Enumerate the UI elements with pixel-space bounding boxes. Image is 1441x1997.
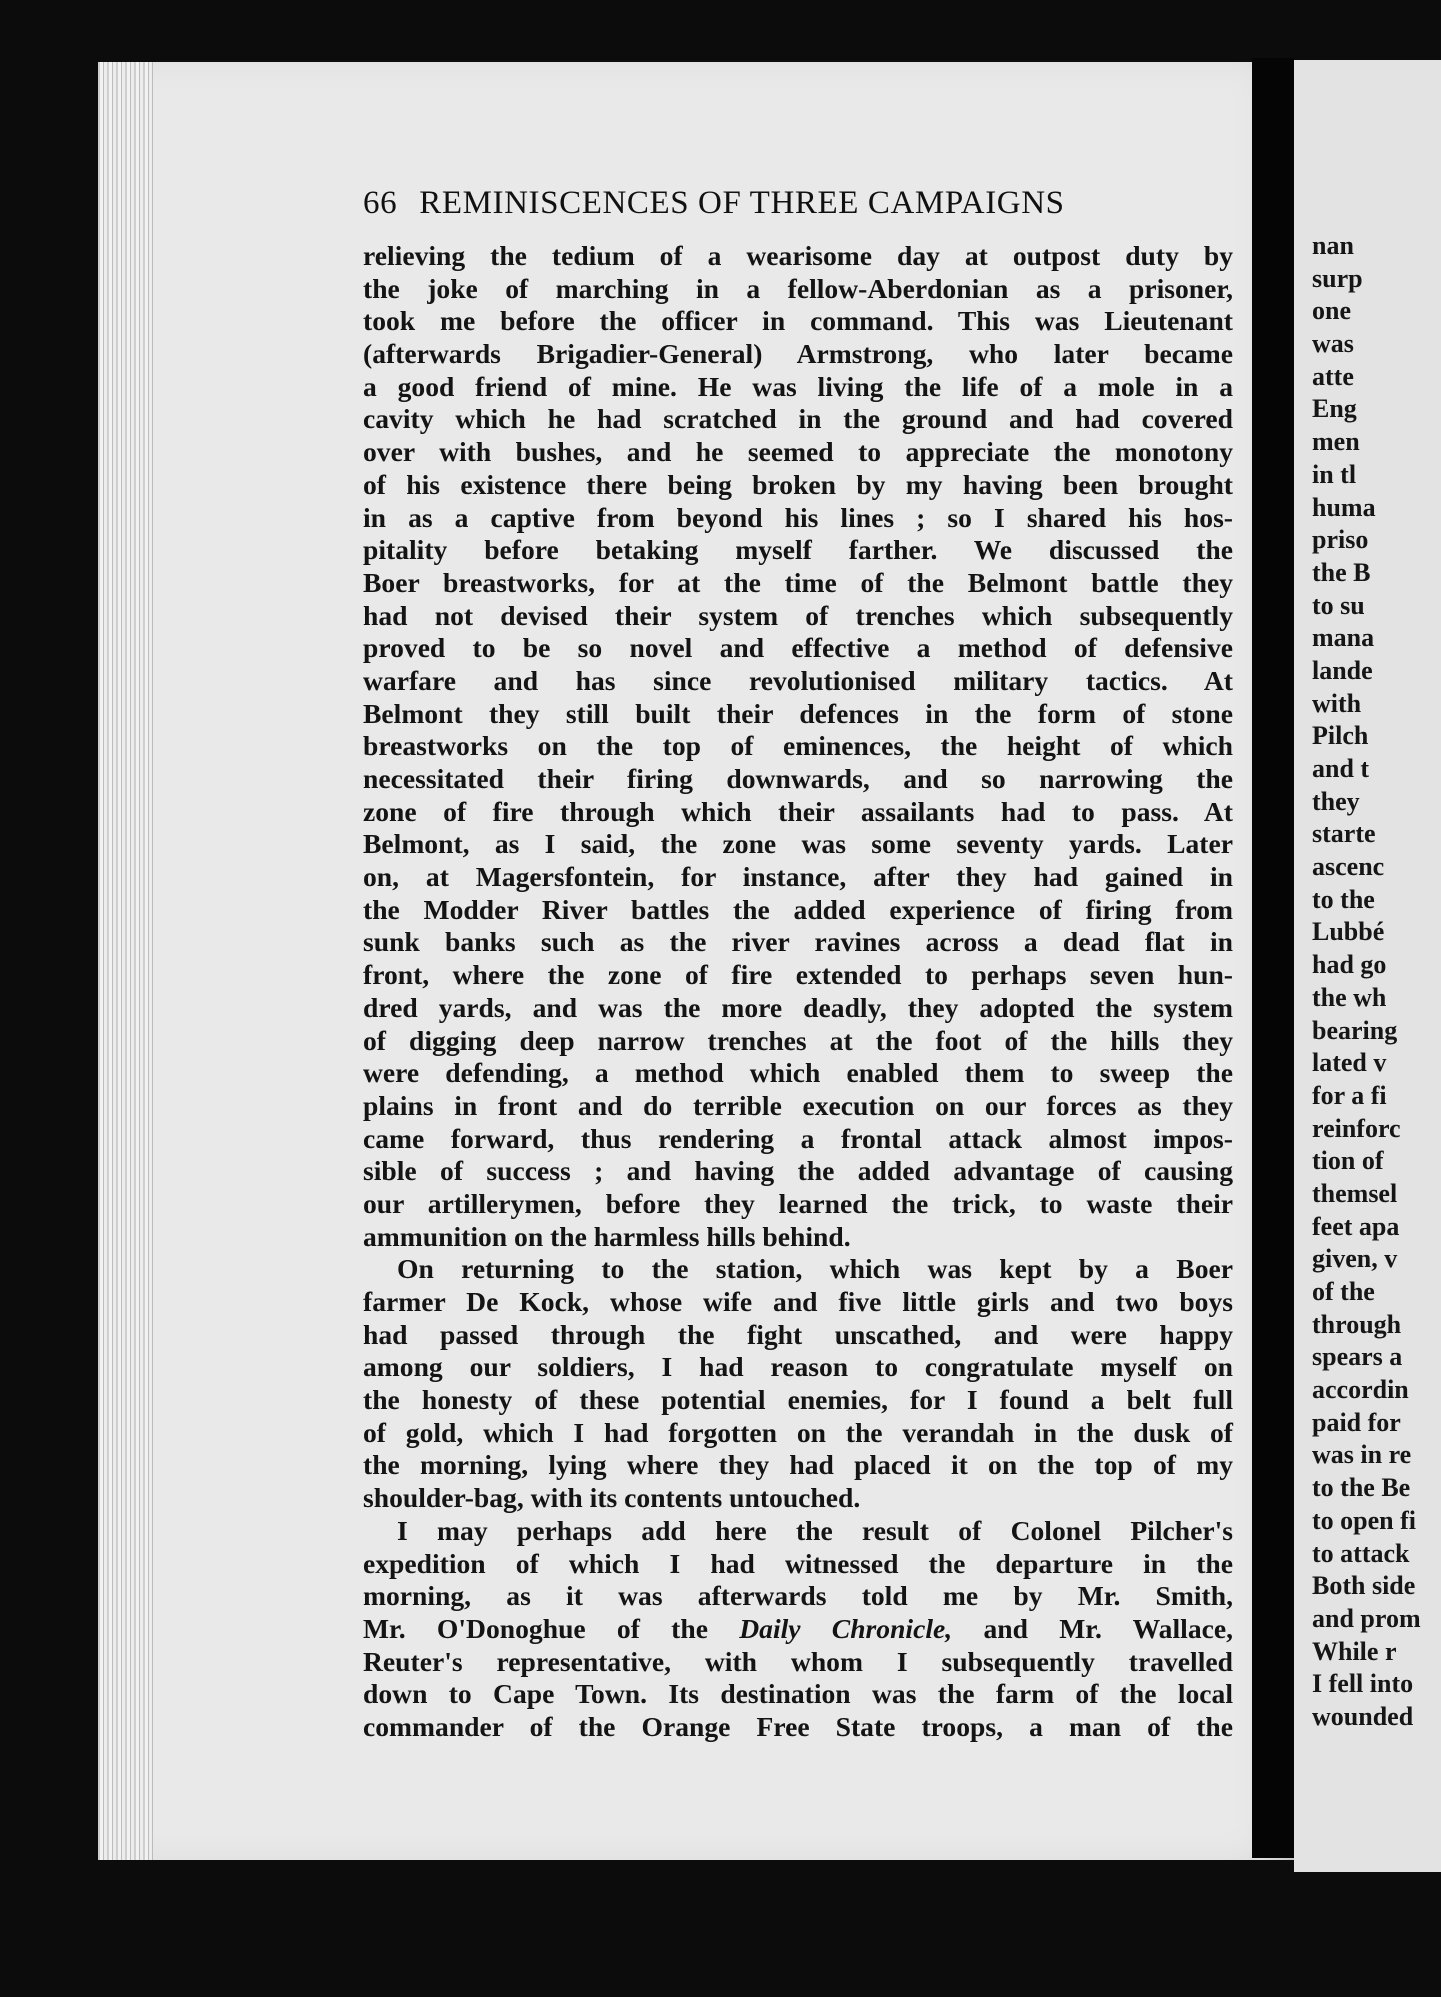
- text-line: ammunition on the harmless hills behind.: [363, 1220, 851, 1252]
- text-line-fragment: the wh: [1312, 982, 1387, 1012]
- text-line: relieving the tedium of a wearisome day at outpost duty by: [363, 240, 1233, 271]
- text-line: of his existence there being broken by my having been brought: [363, 468, 1233, 500]
- text-line-fragment: themsel: [1312, 1178, 1398, 1208]
- text-line: of digging deep narrow trenches at the foot of the hills they: [363, 1024, 1233, 1056]
- page-number: 66: [363, 185, 398, 221]
- text-line-fragment: I fell into: [1312, 1669, 1414, 1699]
- text-line-fragment: men: [1312, 427, 1360, 457]
- text-line-fragment: Eng: [1312, 394, 1357, 424]
- text-line: on, at Magersfontein, for instance, after they had gained in: [363, 861, 1233, 893]
- text-line: a good friend of mine. He was living the life of a mole in a: [363, 370, 1233, 402]
- text-line-fragment: huma: [1312, 492, 1376, 522]
- text-line: the Modder River battles the added experience of firing from: [363, 893, 1233, 925]
- text-line: expedition of which I had witnessed the departure in the: [363, 1547, 1233, 1579]
- text-line: On returning to the station, which was kept by a Boer: [397, 1253, 1233, 1285]
- text-line-fragment: was: [1312, 329, 1354, 359]
- text-line-fragment: had go: [1312, 950, 1387, 980]
- text-line-fragment: priso: [1312, 525, 1369, 555]
- text-line: were defending, a method which enabled them to sweep the: [363, 1057, 1233, 1089]
- text-line: Belmont, as I said, the zone was some seventy yards. Later: [363, 828, 1233, 860]
- text-line-fragment: Pilch: [1312, 721, 1369, 751]
- text-line-fragment: to attack: [1312, 1538, 1410, 1568]
- text-line: among our soldiers, I had reason to congratulate myself on: [363, 1351, 1233, 1383]
- paragraph: [363, 240, 1233, 1253]
- text-line-fragment: Lubbé: [1312, 917, 1385, 947]
- text-line-fragment: and t: [1312, 754, 1370, 783]
- text-line: sunk banks such as the river ravines across a dead flat in: [363, 926, 1233, 958]
- left-page-text: [363, 180, 1233, 1744]
- text-line: pitality before betaking myself farther. We discussed the: [363, 534, 1233, 566]
- text-line-fragment: to open fi: [1312, 1505, 1416, 1535]
- text-line: dred yards, and was the more deadly, they adopted the system: [363, 991, 1233, 1023]
- text-line: took me before the officer in command. This was Lieutenant: [363, 305, 1233, 337]
- text-line-fragment: to the: [1312, 884, 1375, 914]
- text-line: had passed through the fight unscathed, and were happy: [363, 1318, 1233, 1350]
- text-line: sible of success ; and having the added advantage of causing: [363, 1155, 1233, 1187]
- text-line-fragment: given, v: [1312, 1244, 1398, 1274]
- newspaper-title: Daily Chronicle,: [739, 1612, 953, 1644]
- text-line-fragment: nan: [1312, 231, 1354, 260]
- paragraph: [363, 1515, 1233, 1744]
- book-spine: [1252, 58, 1294, 1858]
- text-line-fragment: paid for: [1312, 1407, 1401, 1437]
- text-line: the morning, lying where they had placed it on the top of my: [363, 1449, 1233, 1481]
- text-line-fragment: of the: [1312, 1277, 1375, 1306]
- text-line-fragment: the B: [1312, 557, 1371, 587]
- text-line: our artillerymen, before they learned the trick, to waste their: [363, 1187, 1233, 1219]
- text-line-fragment: mana: [1312, 623, 1375, 653]
- text-line: Belmont they still built their defences in the form of stone: [363, 697, 1233, 729]
- text-line: cavity which he had scratched in the ground and had covered: [363, 403, 1233, 435]
- text-line-fragment: spears a: [1312, 1342, 1403, 1372]
- text-line-fragment: surp: [1312, 263, 1363, 293]
- text-line: necessitated their firing downwards, and so narrowing the: [363, 763, 1233, 794]
- text-line: commander of the Orange Free State troops, a man of the: [363, 1710, 1233, 1742]
- page-header-title: REMINISCENCES OF THREE CAMPAIGNS: [419, 185, 1065, 221]
- text-line-fragment: and prom: [1312, 1603, 1421, 1633]
- paragraph: [363, 1253, 1233, 1515]
- text-line: front, where the zone of fire extended to perhaps seven hun-: [363, 959, 1233, 991]
- text-line-fragment: with: [1312, 688, 1362, 718]
- text-line: morning, as it was afterwards told me by Mr. Smith,: [363, 1580, 1233, 1612]
- text-line: proved to be so novel and effective a method of defensive: [363, 632, 1233, 664]
- text-line: Mr. O'Donoghue of the Daily Chronicle, and Mr. Wallace,: [363, 1612, 1234, 1644]
- text-line-fragment: to su: [1312, 590, 1365, 620]
- text-line-fragment: for a fi: [1312, 1080, 1387, 1110]
- text-line: (afterwards Brigadier-General) Armstrong, who later became: [363, 338, 1233, 370]
- text-line: farmer De Kock, whose wife and five little girls and two boys: [363, 1286, 1233, 1317]
- text-line-fragment: through: [1312, 1309, 1402, 1339]
- text-line-fragment: ascenc: [1312, 852, 1385, 882]
- text-line: breastworks on the top of eminences, the height of which: [363, 730, 1233, 762]
- text-line-fragment: accordin: [1312, 1375, 1409, 1405]
- text-line-fragment: starte: [1312, 819, 1376, 849]
- text-line: had not devised their system of trenches which subsequently: [363, 599, 1233, 631]
- text-line: over with bushes, and he seemed to appreciate the monotony: [363, 436, 1233, 468]
- text-line-fragment: lande: [1312, 655, 1373, 685]
- text-line-fragment: feet apa: [1312, 1211, 1400, 1241]
- text-line: Reuter's representative, with whom I subsequently travelled: [363, 1645, 1233, 1677]
- running-head: [363, 180, 1233, 226]
- text-line: in as a captive from beyond his lines ; so I shared his hos-: [363, 501, 1233, 533]
- text-line-fragment: to the Be: [1312, 1473, 1411, 1503]
- text-line-fragment: bearing: [1312, 1015, 1398, 1045]
- text-line: Boer breastworks, for at the time of the Belmont battle they: [363, 566, 1233, 598]
- text-line: the joke of marching in a fellow-Aberdonian as a prisoner,: [363, 272, 1233, 304]
- text-line-fragment: reinforc: [1312, 1113, 1401, 1143]
- text-line-fragment: Both side: [1312, 1571, 1416, 1601]
- text-line: zone of fire through which their assailants had to pass. At: [363, 795, 1233, 827]
- text-line-fragment: wounded: [1312, 1701, 1414, 1731]
- text-line-fragment: lated v: [1312, 1048, 1387, 1078]
- text-line-fragment: tion of: [1312, 1146, 1384, 1176]
- text-line-fragment: atte: [1312, 361, 1354, 391]
- text-line: I may perhaps add here the result of Colonel Pilcher's: [397, 1514, 1233, 1546]
- text-line: came forward, thus rendering a frontal attack almost impos-: [363, 1122, 1233, 1154]
- text-line: warfare and has since revolutionised military tactics. At: [363, 664, 1233, 696]
- text-line: plains in front and do terrible execution on our forces as they: [363, 1089, 1233, 1121]
- text-line-fragment: one: [1312, 296, 1351, 326]
- text-line-fragment: they: [1312, 786, 1360, 816]
- text-line-fragment: in tl: [1312, 459, 1357, 489]
- text-line: down to Cape Town. Its destination was the farm of the local: [363, 1678, 1233, 1710]
- text-line: the honesty of these potential enemies, for I found a belt full: [363, 1384, 1233, 1416]
- text-line: shoulder-bag, with its contents untouched.: [363, 1482, 861, 1514]
- text-line: of gold, which I had forgotten on the verandah in the dusk of: [363, 1416, 1233, 1448]
- text-line-fragment: While r: [1312, 1636, 1397, 1666]
- right-page-text: [1312, 230, 1441, 1734]
- text-line-fragment: was in re: [1312, 1440, 1412, 1470]
